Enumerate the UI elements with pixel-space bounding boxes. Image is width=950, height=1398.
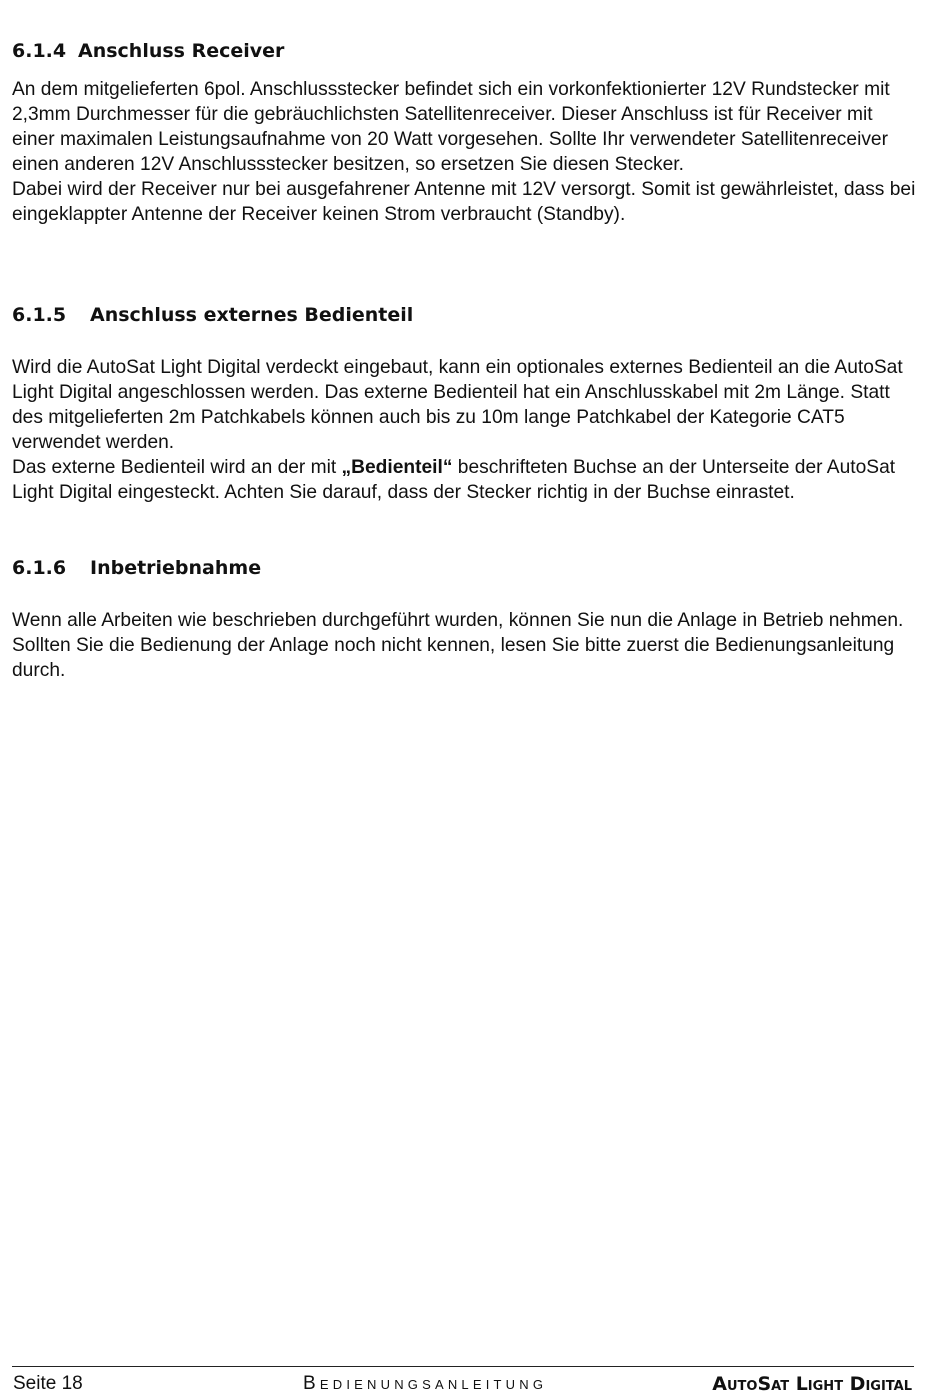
footer-product-name: AutoSat Light Digital [712,1373,912,1395]
section-heading-6-1-6 [12,557,261,579]
section-title: Anschluss Receiver [78,40,285,62]
paragraph-rich [12,455,917,505]
paragraph: Wird die AutoSat Light Digital verdeckt eingebaut, kann ein optionales externes Bedienteil an die AutoSat Light Digital angeschlossen werden. Das externe Bedienteil hat ein Anschlusskabel mit 2m Länge. Statt des mitgelieferten 2m Patchkabels können auch bis zu 10m lange Patchkabel der Kategorie CAT5 verwendet werden. [12,357,903,453]
text-run: Das externe Bedienteil wird an der mit [12,457,342,478]
section-heading-6-1-4 [12,40,284,62]
paragraph: Dabei wird der Receiver nur bei ausgefahrener Antenne mit 12V versorgt. Somit ist gewährleistet, dass bei eingeklappter Antenne der Receiver keinen Strom verbraucht (Standby). [12,179,916,225]
paragraph: An dem mitgelieferten 6pol. Anschlussstecker befindet sich ein vorkonfektionierter 12V Rundstecker mit 2,3mm Durchmesser für die gebräuchlichsten Satellitenreceiver. Dieser Anschluss ist für Receiver mit einer maximalen Leistungsaufnahme von 20 Watt vorgesehen. Sollte Ihr verwendeter Satellitenreceiver einen anderen 12V Anschlussstecker besitzen, so ersetzen Sie diesen Stecker. [12,79,890,175]
section-title: Anschluss externes Bedienteil [90,304,414,326]
paragraph: Wenn alle Arbeiten wie beschrieben durchgeführt wurden, können Sie nun die Anlage in Betrieb nehmen. Sollten Sie die Bedienung der Anlage noch nicht kennen, lesen Sie bitte zuerst die Bedienungsanleitung durch. [12,610,904,681]
document-page [12,0,917,1398]
section-body-6-1-5 [12,355,917,505]
text-run: beschrifteten Buchse an der Unterseite der AutoSat Light Digital eingesteckt. Achten Sie darauf, dass der Stecker richtig in der Buchse einrastet. [12,457,896,503]
section-body-6-1-4 [12,77,917,227]
section-number: 6.1.4 [12,40,67,62]
section-body-6-1-6 [12,608,917,683]
bold-label: „Bedienteil“ [341,457,453,478]
section-heading-6-1-5 [12,304,413,326]
section-number: 6.1.6 [12,557,67,579]
footer-doc-title: Bedienungsanleitung [303,1373,548,1394]
section-title: Inbetriebnahme [90,557,262,579]
footer-page-number: Seite 18 [13,1373,83,1394]
section-number: 6.1.5 [12,304,67,326]
footer-divider [12,1366,914,1367]
